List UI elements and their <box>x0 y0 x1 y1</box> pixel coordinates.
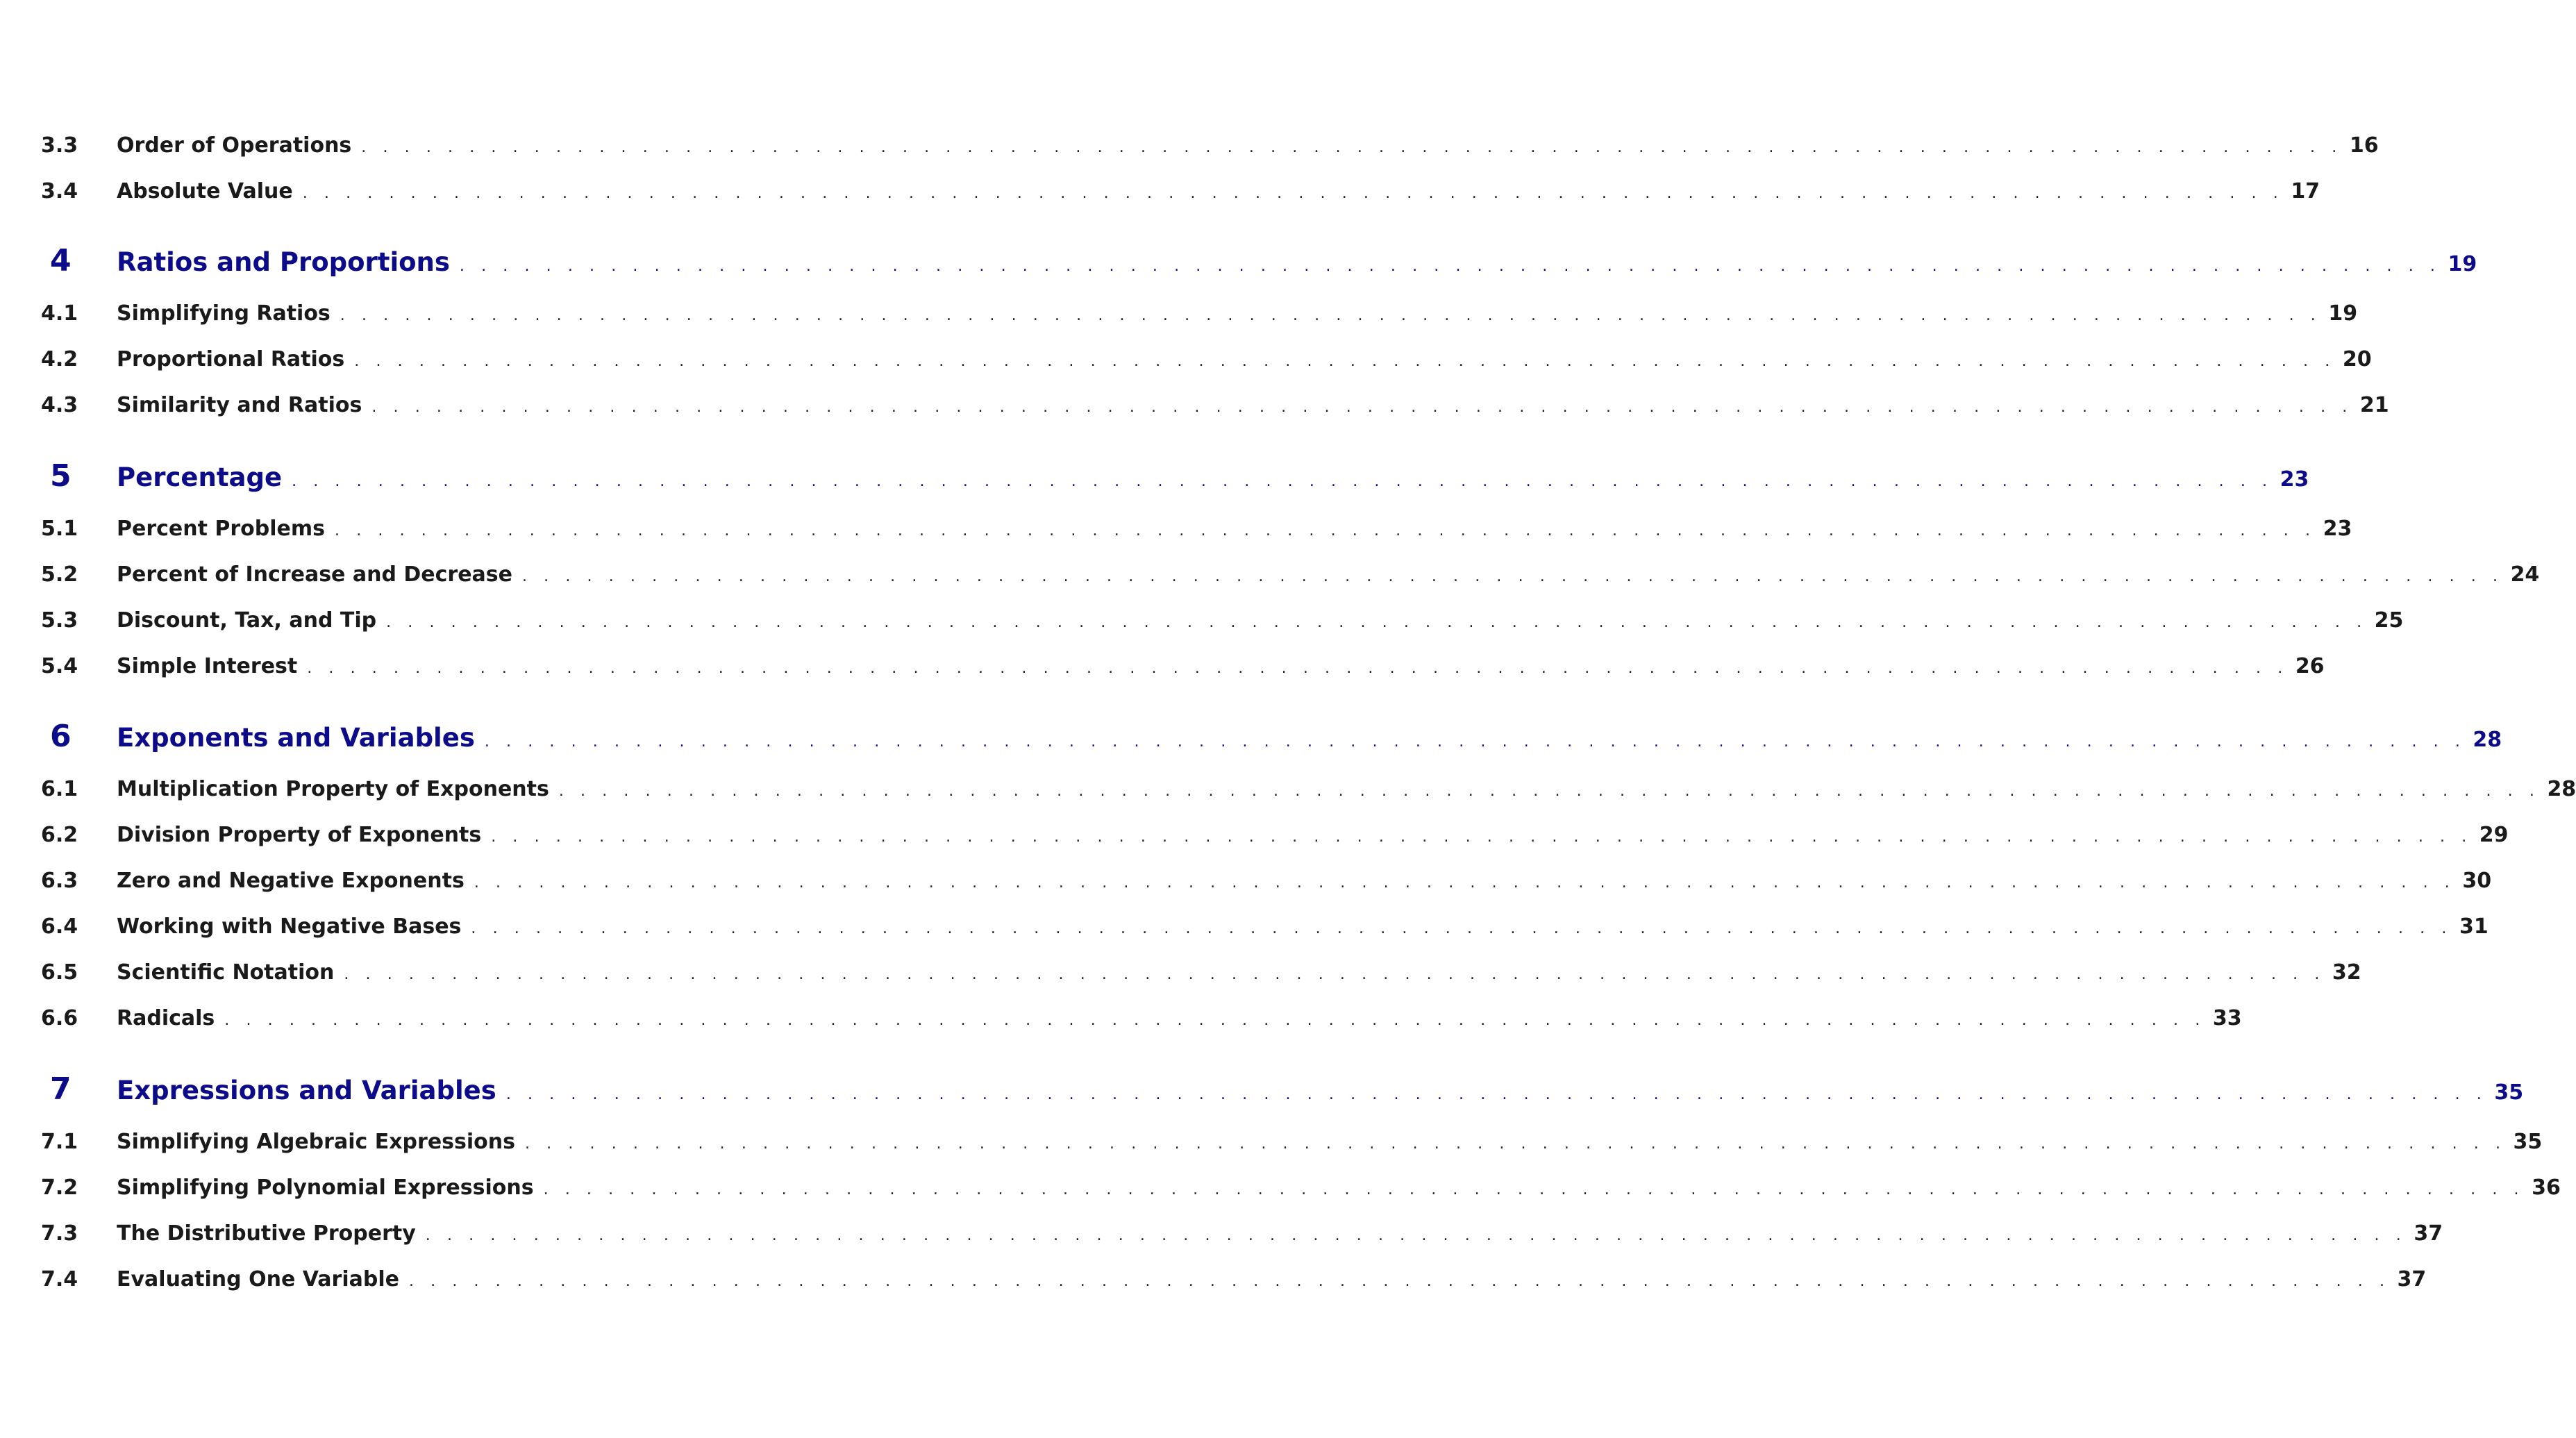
page-number: 28 <box>2547 777 2576 801</box>
section-title: Percent Problems <box>117 517 326 541</box>
section-number: 4.2 <box>41 347 78 371</box>
section-number: 6.4 <box>41 914 78 939</box>
section-title: The Distributive Property <box>117 1221 416 1246</box>
dot-leader: . . . . . . . . . . . . . . . . . . . . . . . . . . . . . . . . . . . . . . . . . . . . . . . . . . . . . . . . . . . . . . . . . . . . . . . . . . . . . . . . . . . . . . . . . . . . <box>371 399 2353 416</box>
page-number: 35 <box>2494 1080 2524 1105</box>
section-title: Multiplication Property of Exponents <box>117 777 549 801</box>
chapter-number: 4 <box>50 243 72 278</box>
section-title: Absolute Value <box>117 179 293 203</box>
dot-leader: . . . . . . . . . . . . . . . . . . . . . . . . . . . . . . . . . . . . . . . . . . . . . . . . . . . . . . . . . . . . . . . . . . . . . . . . . . . . . . . . . . . . . . . . . . . . <box>354 353 2336 370</box>
section-number: 5.3 <box>41 608 78 633</box>
page-number: 37 <box>2414 1221 2443 1246</box>
dot-leader: . . . . . . . . . . . . . . . . . . . . . . . . . . . . . . . . . . . . . . . . . . . . . . . . . . . . . . . . . . . . . . . . . . . . . . . . . . . . . . . . . . . . . . . . . . . . <box>522 568 2504 585</box>
dot-leader: . . . . . . . . . . . . . . . . . . . . . . . . . . . . . . . . . . . . . . . . . . . . . . . . . . . . . . . . . . . . . . . . . . . . . . . . . . . . . . . . . . . . . . . . . . . . <box>543 1181 2525 1198</box>
toc-entry-4-2[interactable] <box>41 347 2372 371</box>
toc-chapter-6[interactable] <box>41 719 2502 754</box>
chapter-title: Exponents and Variables <box>117 723 475 753</box>
section-title: Proportional Ratios <box>117 347 345 371</box>
toc-entry-3-3[interactable] <box>41 133 2379 158</box>
toc-entry-6-4[interactable] <box>41 914 2489 939</box>
section-title: Zero and Negative Exponents <box>117 869 465 893</box>
toc-entry-5-4[interactable] <box>41 654 2325 678</box>
page-number: 35 <box>2513 1130 2543 1154</box>
dot-leader: . . . . . . . . . . . . . . . . . . . . . . . . . . . . . . . . . . . . . . . . . . . . . . . . . . . . . . . . . . . . . . . . . . . . . . . . . . . . . . . . . . . . . . . . . . . . <box>558 783 2541 800</box>
section-number: 7.2 <box>41 1176 78 1200</box>
dot-leader: . . . . . . . . . . . . . . . . . . . . . . . . . . . . . . . . . . . . . . . . . . . . . . . . . . . . . . . . . . . . . . . . . . . . . . . . . . . . . . . . . . . . . . . . . . . . <box>344 966 2325 983</box>
toc-entry-5-2[interactable] <box>41 562 2540 587</box>
section-title: Similarity and Ratios <box>117 393 362 417</box>
dot-leader: . . . . . . . . . . . . . . . . . . . . . . . . . . . . . . . . . . . . . . . . . . . . . . . . . . . . . . . . . . . . . . . . . . . . . . . . . . . . . . . . . . . . . . . . . . . . <box>224 1012 2206 1029</box>
page-number: 21 <box>2359 393 2389 417</box>
page-number: 24 <box>2510 562 2540 587</box>
section-title: Simplifying Ratios <box>117 301 331 326</box>
page-number: 16 <box>2349 133 2379 158</box>
section-number: 6.2 <box>41 823 78 847</box>
page-number: 19 <box>2448 252 2477 276</box>
page-number: 17 <box>2291 179 2320 203</box>
chapter-title: Ratios and Proportions <box>117 247 450 277</box>
section-title: Percent of Increase and Decrease <box>117 562 512 587</box>
page-number: 32 <box>2332 960 2361 985</box>
page-number: 20 <box>2342 347 2372 371</box>
chapter-number: 6 <box>50 719 72 754</box>
toc-entry-6-2[interactable] <box>41 823 2509 847</box>
page-number: 23 <box>2280 467 2309 492</box>
dot-leader: . . . . . . . . . . . . . . . . . . . . . . . . . . . . . . . . . . . . . . . . . . . . . . . . . . . . . . . . . . . . . . . . . . . . . . . . . . . . . . . . . . . . . . . . . . . . <box>408 1273 2391 1290</box>
section-title: Evaluating One Variable <box>117 1267 399 1291</box>
section-number: 7.3 <box>41 1221 78 1246</box>
section-title: Working with Negative Bases <box>117 914 462 939</box>
dot-leader: . . . . . . . . . . . . . . . . . . . . . . . . . . . . . . . . . . . . . . . . . . . . . . . . . . . . . . . . . . . . . . . . . . . . . . . . . . . . . . . . . . . . . . . . . . . . <box>335 522 2316 540</box>
section-number: 4.3 <box>41 393 78 417</box>
section-title: Discount, Tax, and Tip <box>117 608 377 633</box>
toc-entry-7-3[interactable] <box>41 1221 2443 1246</box>
section-number: 5.4 <box>41 654 78 678</box>
page-number: 30 <box>2462 869 2492 893</box>
toc-entry-5-1[interactable] <box>41 517 2352 541</box>
toc-entry-6-5[interactable] <box>41 960 2361 985</box>
page-number: 33 <box>2212 1006 2242 1030</box>
page-number: 36 <box>2532 1176 2561 1200</box>
page-number: 29 <box>2479 823 2509 847</box>
section-number: 5.2 <box>41 562 78 587</box>
section-title: Radicals <box>117 1006 215 1030</box>
dot-leader: . . . . . . . . . . . . . . . . . . . . . . . . . . . . . . . . . . . . . . . . . . . . . . . . . . . . . . . . . . . . . . . . . . . . . . . . . . . . . . . . . . . . . . . . . . . . <box>484 733 2466 751</box>
section-number: 3.4 <box>41 179 78 203</box>
toc-chapter-7[interactable] <box>41 1071 2524 1107</box>
chapter-title: Percentage <box>117 462 283 492</box>
dot-leader: . . . . . . . . . . . . . . . . . . . . . . . . . . . . . . . . . . . . . . . . . . . . . . . . . . . . . . . . . . . . . . . . . . . . . . . . . . . . . . . . . . . . . . . . . . . . <box>386 614 2368 631</box>
toc-entry-3-4[interactable] <box>41 179 2320 203</box>
dot-leader: . . . . . . . . . . . . . . . . . . . . . . . . . . . . . . . . . . . . . . . . . . . . . . . . . . . . . . . . . . . . . . . . . . . . . . . . . . . . . . . . . . . . . . . . . . . . <box>425 1227 2407 1244</box>
section-number: 5.1 <box>41 517 78 541</box>
toc-entry-5-3[interactable] <box>41 608 2404 633</box>
section-number: 6.6 <box>41 1006 78 1030</box>
toc-entry-7-1[interactable] <box>41 1130 2543 1154</box>
dot-leader: . . . . . . . . . . . . . . . . . . . . . . . . . . . . . . . . . . . . . . . . . . . . . . . . . . . . . . . . . . . . . . . . . . . . . . . . . . . . . . . . . . . . . . . . . . . . <box>292 473 2273 490</box>
dot-leader: . . . . . . . . . . . . . . . . . . . . . . . . . . . . . . . . . . . . . . . . . . . . . . . . . . . . . . . . . . . . . . . . . . . . . . . . . . . . . . . . . . . . . . . . . . . . <box>340 307 2322 324</box>
dot-leader: . . . . . . . . . . . . . . . . . . . . . . . . . . . . . . . . . . . . . . . . . . . . . . . . . . . . . . . . . . . . . . . . . . . . . . . . . . . . . . . . . . . . . . . . . . . . <box>524 1135 2507 1153</box>
toc-entry-6-6[interactable] <box>41 1006 2242 1030</box>
toc-entry-6-3[interactable] <box>41 869 2492 893</box>
section-title: Order of Operations <box>117 133 352 158</box>
section-title: Scientific Notation <box>117 960 335 985</box>
section-number: 3.3 <box>41 133 78 158</box>
toc-chapter-4[interactable] <box>41 243 2477 278</box>
page-number: 19 <box>2328 301 2358 326</box>
section-title: Simplifying Polynomial Expressions <box>117 1176 534 1200</box>
section-title: Simplifying Algebraic Expressions <box>117 1130 515 1154</box>
toc-entry-7-2[interactable] <box>41 1176 2561 1200</box>
section-number: 7.1 <box>41 1130 78 1154</box>
page-number: 26 <box>2295 654 2325 678</box>
dot-leader: . . . . . . . . . . . . . . . . . . . . . . . . . . . . . . . . . . . . . . . . . . . . . . . . . . . . . . . . . . . . . . . . . . . . . . . . . . . . . . . . . . . . . . . . . . . . <box>491 828 2473 846</box>
dot-leader: . . . . . . . . . . . . . . . . . . . . . . . . . . . . . . . . . . . . . . . . . . . . . . . . . . . . . . . . . . . . . . . . . . . . . . . . . . . . . . . . . . . . . . . . . . . . <box>471 920 2452 937</box>
toc-entry-4-3[interactable] <box>41 393 2389 417</box>
toc-entry-4-1[interactable] <box>41 301 2358 326</box>
dot-leader: . . . . . . . . . . . . . . . . . . . . . . . . . . . . . . . . . . . . . . . . . . . . . . . . . . . . . . . . . . . . . . . . . . . . . . . . . . . . . . . . . . . . . . . . . . . . <box>459 258 2441 275</box>
chapter-number: 7 <box>50 1071 72 1107</box>
section-number: 6.5 <box>41 960 78 985</box>
dot-leader: . . . . . . . . . . . . . . . . . . . . . . . . . . . . . . . . . . . . . . . . . . . . . . . . . . . . . . . . . . . . . . . . . . . . . . . . . . . . . . . . . . . . . . . . . . . . <box>474 874 2456 892</box>
toc-entry-7-4[interactable] <box>41 1267 2427 1291</box>
page-number: 28 <box>2473 728 2502 752</box>
dot-leader: . . . . . . . . . . . . . . . . . . . . . . . . . . . . . . . . . . . . . . . . . . . . . . . . . . . . . . . . . . . . . . . . . . . . . . . . . . . . . . . . . . . . . . . . . . . . <box>361 139 2343 156</box>
page-number: 31 <box>2459 914 2489 939</box>
chapter-number: 5 <box>50 458 72 494</box>
dot-leader: . . . . . . . . . . . . . . . . . . . . . . . . . . . . . . . . . . . . . . . . . . . . . . . . . . . . . . . . . . . . . . . . . . . . . . . . . . . . . . . . . . . . . . . . . . . . <box>505 1086 2488 1103</box>
page-number: 37 <box>2397 1267 2427 1291</box>
section-number: 4.1 <box>41 301 78 326</box>
section-number: 6.3 <box>41 869 78 893</box>
dot-leader: . . . . . . . . . . . . . . . . . . . . . . . . . . . . . . . . . . . . . . . . . . . . . . . . . . . . . . . . . . . . . . . . . . . . . . . . . . . . . . . . . . . . . . . . . . . . <box>302 185 2284 202</box>
dot-leader: . . . . . . . . . . . . . . . . . . . . . . . . . . . . . . . . . . . . . . . . . . . . . . . . . . . . . . . . . . . . . . . . . . . . . . . . . . . . . . . . . . . . . . . . . . . . <box>307 660 2289 677</box>
section-number: 6.1 <box>41 777 78 801</box>
chapter-title: Expressions and Variables <box>117 1076 496 1105</box>
page-number: 25 <box>2374 608 2404 633</box>
section-number: 7.4 <box>41 1267 78 1291</box>
page-number: 23 <box>2323 517 2352 541</box>
toc-entry-6-1[interactable] <box>41 777 2576 801</box>
section-title: Division Property of Exponents <box>117 823 482 847</box>
toc-chapter-5[interactable] <box>41 458 2309 494</box>
section-title: Simple Interest <box>117 654 298 678</box>
